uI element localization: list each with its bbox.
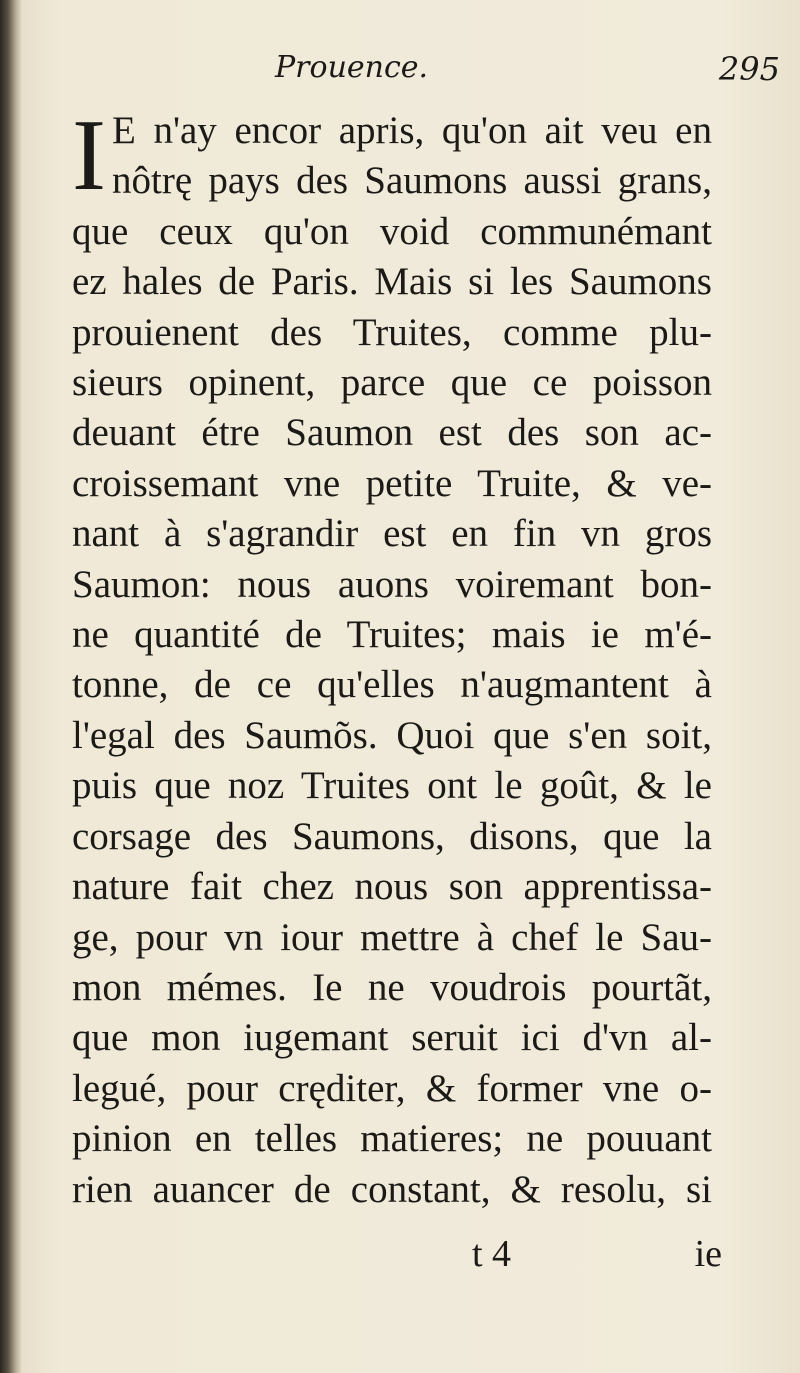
text-line: mon mémes. Ie ne voudrois pourtãt,: [72, 965, 712, 1009]
text-line: Saumon: nous auons voiremant bon-: [72, 562, 712, 606]
running-head: Prouence.: [275, 50, 429, 85]
text-line: rien auancer de constant, & resolu, si: [72, 1167, 712, 1211]
text-line: sieurs opinent, parce que ce poisson: [72, 361, 712, 405]
body-text: [72, 106, 712, 1215]
text-line: nant à s'agrandir est en fin vn gros: [72, 512, 712, 556]
signature-mark: t 4: [472, 1233, 512, 1275]
text-line: ge, pour vn iour mettre à chef le Sau-: [72, 915, 712, 959]
drop-capital: I: [72, 110, 106, 202]
text-line: E n'ay encor apris, qu'on ait veu en: [112, 109, 712, 152]
text-line: que ceux qu'on void communémant: [72, 209, 712, 253]
text-line: prouienent des Truites, comme plu-: [72, 310, 712, 354]
text-line: que mon iugemant seruit ici d'vn al-: [72, 1016, 712, 1060]
text-line: puis que noz Truites ont le goût, & le: [72, 764, 712, 808]
page-gutter-shadow: [0, 0, 22, 1373]
page-footer: [72, 1232, 722, 1282]
text-line: nature fait chez nous son apprentissa-: [72, 865, 712, 909]
text-line: ne quantité de Truites; mais ie m'é-: [72, 613, 712, 657]
text-line: l'egal des Saumõs. Quoi que s'en soit,: [72, 713, 712, 757]
catchword: ie: [694, 1233, 722, 1275]
text-line: legué, pour cręditer, & former vne o-: [72, 1066, 712, 1110]
text-line: deuant étre Saumon est des son ac-: [72, 411, 712, 455]
page-header: [60, 50, 780, 100]
text-line: croissemant vne petite Truite, & ve-: [72, 461, 712, 505]
text-line: tonne, de ce qu'elles n'augmantent à: [72, 663, 712, 707]
page-number: 295: [718, 50, 780, 88]
text-line: corsage des Saumons, disons, que la: [72, 814, 712, 858]
text-line: pinion en telles matieres; ne pouuant: [72, 1117, 712, 1161]
text-line: nôtrę pays des Saumons aussi grans,: [112, 159, 712, 203]
text-line: ez hales de Paris. Mais si les Saumons: [72, 260, 712, 304]
